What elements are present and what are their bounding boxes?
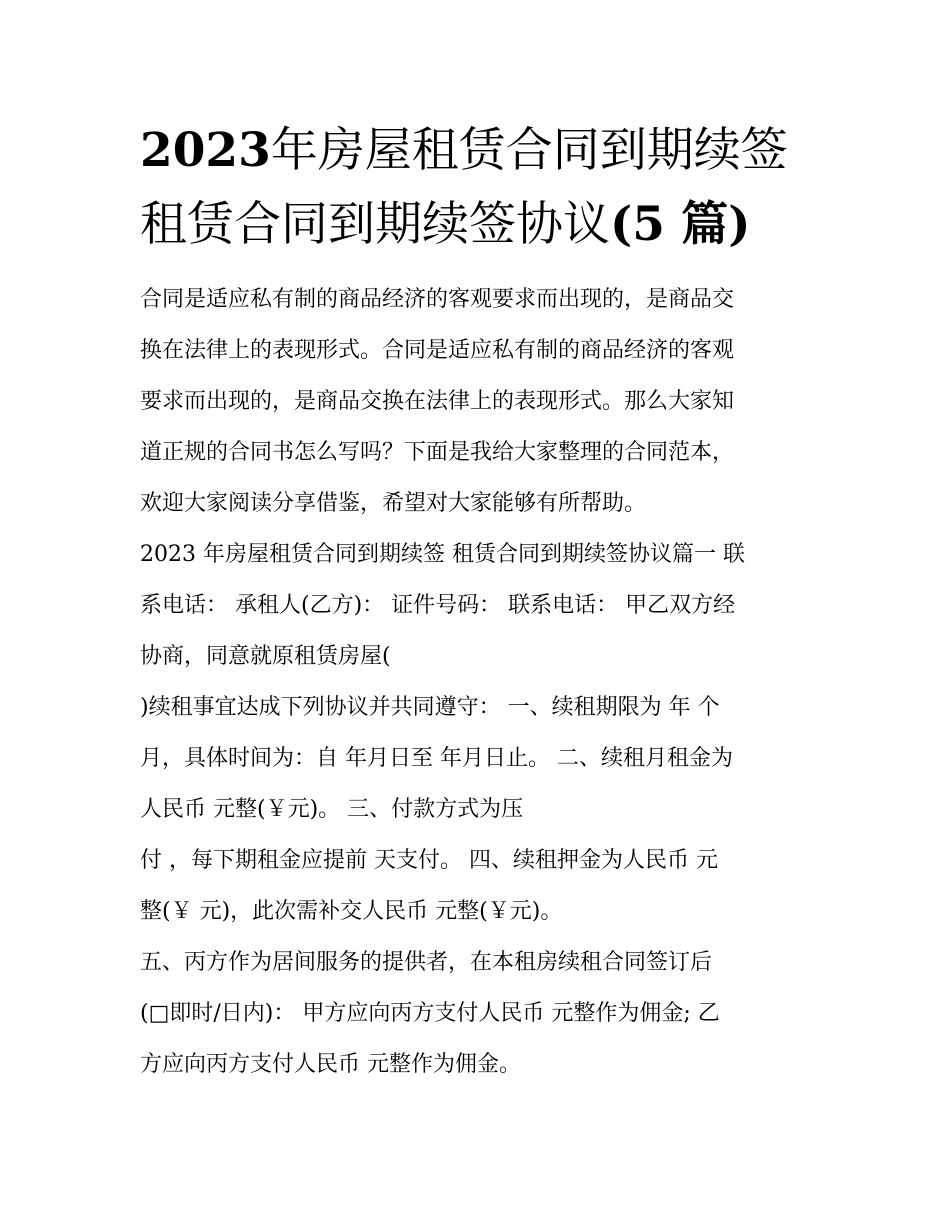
body-line: 系电话： 承租人(乙方)： 证件号码： 联系电话： 甲乙双方经 [140,593,736,618]
title-line-1 [140,114,820,188]
title-text-1: 年房屋租赁合同到期续签 [270,123,788,178]
document-title [140,114,820,262]
body-line: 付 ，每下期租金应提前 天支付。 四、续租押金为人民币 元 [140,848,718,873]
title-year: 2023 [140,123,271,178]
body-line: 月，具体时间为：自 年月日至 年月日止。 二、续租月租金为 [140,746,733,771]
body-line: 要求而出现的，是商品交换在法律上的表现形式。那么大家知 [140,389,735,414]
title-count: (5 篇) [610,197,751,252]
body-line: 换在法律上的表现形式。合同是适应私有制的商品经济的客观 [140,338,735,363]
body-line: (□即时/日内)： 甲方应向丙方支付人民币 元整作为佣金; 乙 [140,1001,720,1026]
document-body [140,280,830,1096]
body-line: 欢迎大家阅读分享借鉴，希望对大家能够有所帮助。 [140,491,647,516]
body-line: 道正规的合同书怎么写吗？下面是我给大家整理的合同范本， [140,440,735,465]
body-line: 协商，同意就原租赁房屋( [140,644,391,669]
body-line: )续租事宜达成下列协议并共同遵守： 一、续租期限为 年 个 [140,695,720,720]
body-line: 整(￥ 元)，此次需补交人民币 元整(￥元)。 [140,899,563,924]
body-line: 人民币 元整(￥元)。 三、付款方式为压 [140,797,524,822]
body-line: 2023 年房屋租赁合同到期续签 租赁合同到期续签协议篇一 联 [140,542,745,567]
body-line: 五、丙方作为居间服务的提供者，在本租房续租合同签订后 [140,950,713,975]
body-line: 方应向丙方支付人民币 元整作为佣金。 [140,1052,521,1077]
title-text-2: 租赁合同到期续签协议 [140,197,610,252]
title-line-2 [140,188,820,262]
body-line: 合同是适应私有制的商品经济的客观要求而出现的，是商品交 [140,287,735,312]
